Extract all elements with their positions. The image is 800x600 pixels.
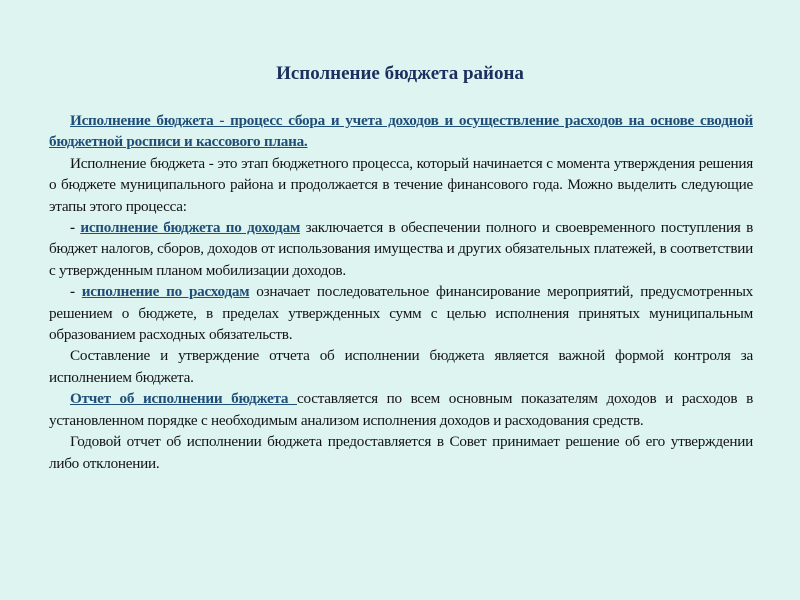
report-control-paragraph: Составление и утверждение отчета об исполнении бюджета является важной формой контроля за исполнением бюджета. [49,347,753,386]
revenue-text: заключается в обеспечении полного и своевременного поступления в бюджет налогов, сборов, доходов от использования имущества и других обязательных платежей, в соответствии с утвержденным планом мобилизации доходов. [49,219,753,279]
expense-execution-link[interactable]: исполнение по расходам [81,283,250,301]
annual-report-paragraph: Годовой отчет об исполнении бюджета предоставляется в Совет принимает решение об его утверждении либо отклонении. [49,433,753,472]
slide-body [49,110,753,474]
report-text: составляется по всем основным показателям доходов и расходов в установленном порядке с необходимым анализом исполнения доходов и расходования средств. [49,390,753,429]
slide-title: Исполнение бюджета района [276,63,524,84]
revenue-paragraph [49,217,753,281]
bullet-dash: - [70,283,82,301]
revenue-execution-link[interactable]: исполнение бюджета по доходам [80,219,301,237]
stage-intro-paragraph: Исполнение бюджета - это этап бюджетного процесса, который начинается с момента утверждения решения о бюджете муниципального района и продолжается в течение финансового года. Можно выделить следующие этапы этого процесса: [49,154,753,215]
report-link[interactable]: Отчет об исполнении бюджета [70,390,297,408]
bullet-dash: - [70,219,81,237]
report-paragraph [49,388,753,431]
definition-link[interactable]: Исполнение бюджета - процесс сбора и учета доходов и осуществление расходов на основе сводной бюджетной росписи и кассового плана. [49,112,753,151]
expense-text: означает последовательное финансирование мероприятий, предусмотренных решением о бюджете, в пределах утвержденных сумм с целью исполнения принятых муниципальным образованием расходных обязательств. [49,283,753,344]
expense-paragraph [49,281,753,345]
definition-paragraph [49,110,753,153]
